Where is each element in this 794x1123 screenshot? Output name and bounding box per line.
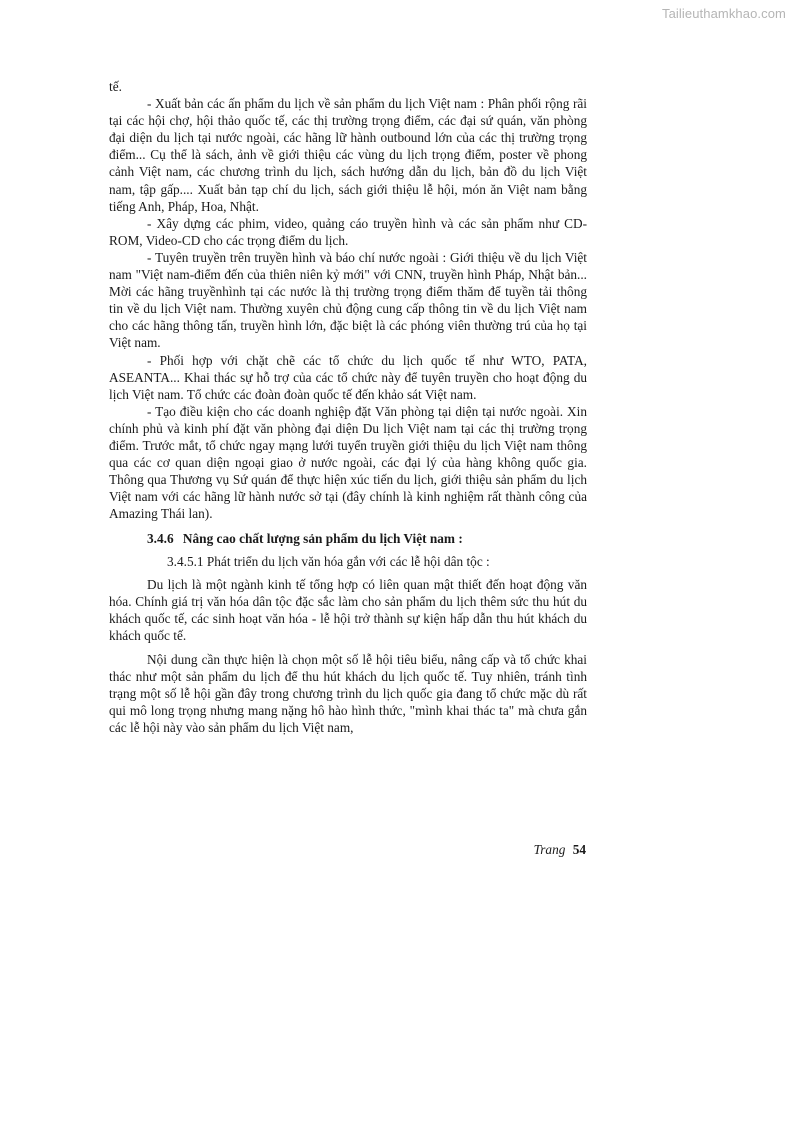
section-heading (109, 530, 587, 547)
section-title: Nâng cao chất lượng sản phẩm du lịch Việt nam : (182, 531, 463, 547)
paragraph-international-cooperation: - Phối hợp với chặt chẽ các tổ chức du lịch quốc tế như WTO, PATA, ASEANTA... Khai thác sự hỗ trợ của các tổ chức này để tuyên truyền cho hoạt động du lịch Việt nam. Tổ chức các đoàn đoàn quốc tế đến khảo sát Việt nam. (109, 352, 587, 402)
paragraph-publications: - Xuất bản các ấn phẩm du lịch về sản phẩm du lịch Việt nam : Phân phối rộng rãi tại các hội chợ, hội thảo quốc tế, các thị trường trọng điểm, các đại sứ quán, văn phòng đại diện du lịch tại nước ngoài, các hãng lữ hành outbound lớn của các thị trường trọng điểm... Cụ thể là sách, ảnh về giới thiệu các vùng du lịch trọng điểm, poster về phong cảnh Việt nam, các chương trình du lịch, sách hướng dẫn du lịch, bản đồ du lịch Việt nam, tập gấp.... Xuất bản tạp chí du lịch, sách giới thiệu lễ hội, món ăn Việt nam bằng tiếng Anh, Pháp, Hoa, Nhật. (109, 96, 587, 214)
page-number-value: 54 (572, 842, 586, 857)
subsection-heading: 3.4.5.1 Phát triển du lịch văn hóa gắn với các lễ hội dân tộc : (167, 553, 490, 569)
paragraph-video-production: - Xây dựng các phim, video, quảng cáo truyền hình và các sản phẩm như CD-ROM, Video-CD cho các trọng điểm du lịch. (109, 215, 587, 248)
paragraph-representative-offices: - Tạo điều kiện cho các doanh nghiệp đặt Văn phòng tại diện tại nước ngoài. Xin chính phủ và kinh phí đặt văn phòng đại diện Du lịch Việt nam tại các thị trường trọng điểm. Trước mắt, tổ chức ngay mạng lưới tuyển truyền giới thiệu du lịch Việt nam thông qua các cơ quan diện ngoại giao ở nước ngoài, các đại lý của hàng không quốc gia. Thông qua Thương vụ Sứ quán để thực hiện xúc tiến du lịch, giới thiệu sản phẩm du lịch Việt nam với các hãng lữ hành nước sở tại (đây chính là kinh nghiệm rất thành công của Amazing Thái lan). (109, 403, 587, 522)
page-body (109, 78, 587, 736)
watermark: Tailieuthamkhao.com (661, 6, 786, 21)
paragraph-cultural-tourism: Du lịch là một ngành kinh tế tổng hợp có liên quan mật thiết đến hoạt động văn hóa. Chính giá trị văn hóa dân tộc đặc sắc làm cho sản phẩm du lịch thêm sức thu hút du khách quốc tế, các sinh hoạt văn hóa - lễ hội trở thành sự kiện hấp dẫn thu hút khách du khách quốc tế. (109, 576, 587, 643)
section-number: 3.4.6 (147, 531, 174, 547)
paragraph-gap (109, 644, 587, 651)
page-number (534, 842, 586, 858)
paragraph-media-promotion: - Tuyên truyền trên truyền hình và báo chí nước ngoài : Giới thiệu về du lịch Việt nam "Việt nam-điểm đến của thiên niên kỷ mới" với CNN, truyền hình Pháp, Nhật bản... Mời các hãng truyềnhình tại các nước là thị trường trọng điểm thăm để tuyền tải thông tin về du lịch Việt nam. Thường xuyên chủ động cung cấp thông tin về du lịch Việt nam cho các hãng thông tấn, truyền hình lớn, đặc biệt là các phóng viên thường trú của họ tại Việt nam. (109, 249, 587, 351)
paragraph-continuation: tế. (109, 79, 122, 94)
paragraph-festival-content: Nội dung cần thực hiện là chọn một số lễ hội tiêu biểu, nâng cấp và tổ chức khai thác như một sản phẩm du lịch để thu hút khách du lịch quốc tế. Tuy nhiên, tránh tình trạng một số lễ hội gần đây trong chương trình du lịch quốc gia đang tổ chức mặc dù rất qui mô long trọng nhưng mang nặng hô hào hình thức, "mình khai thác ta" mà chưa gắn các lễ hội này vào sản phẩm du lịch Việt nam, (109, 652, 587, 736)
page-label: Trang (533, 842, 566, 857)
